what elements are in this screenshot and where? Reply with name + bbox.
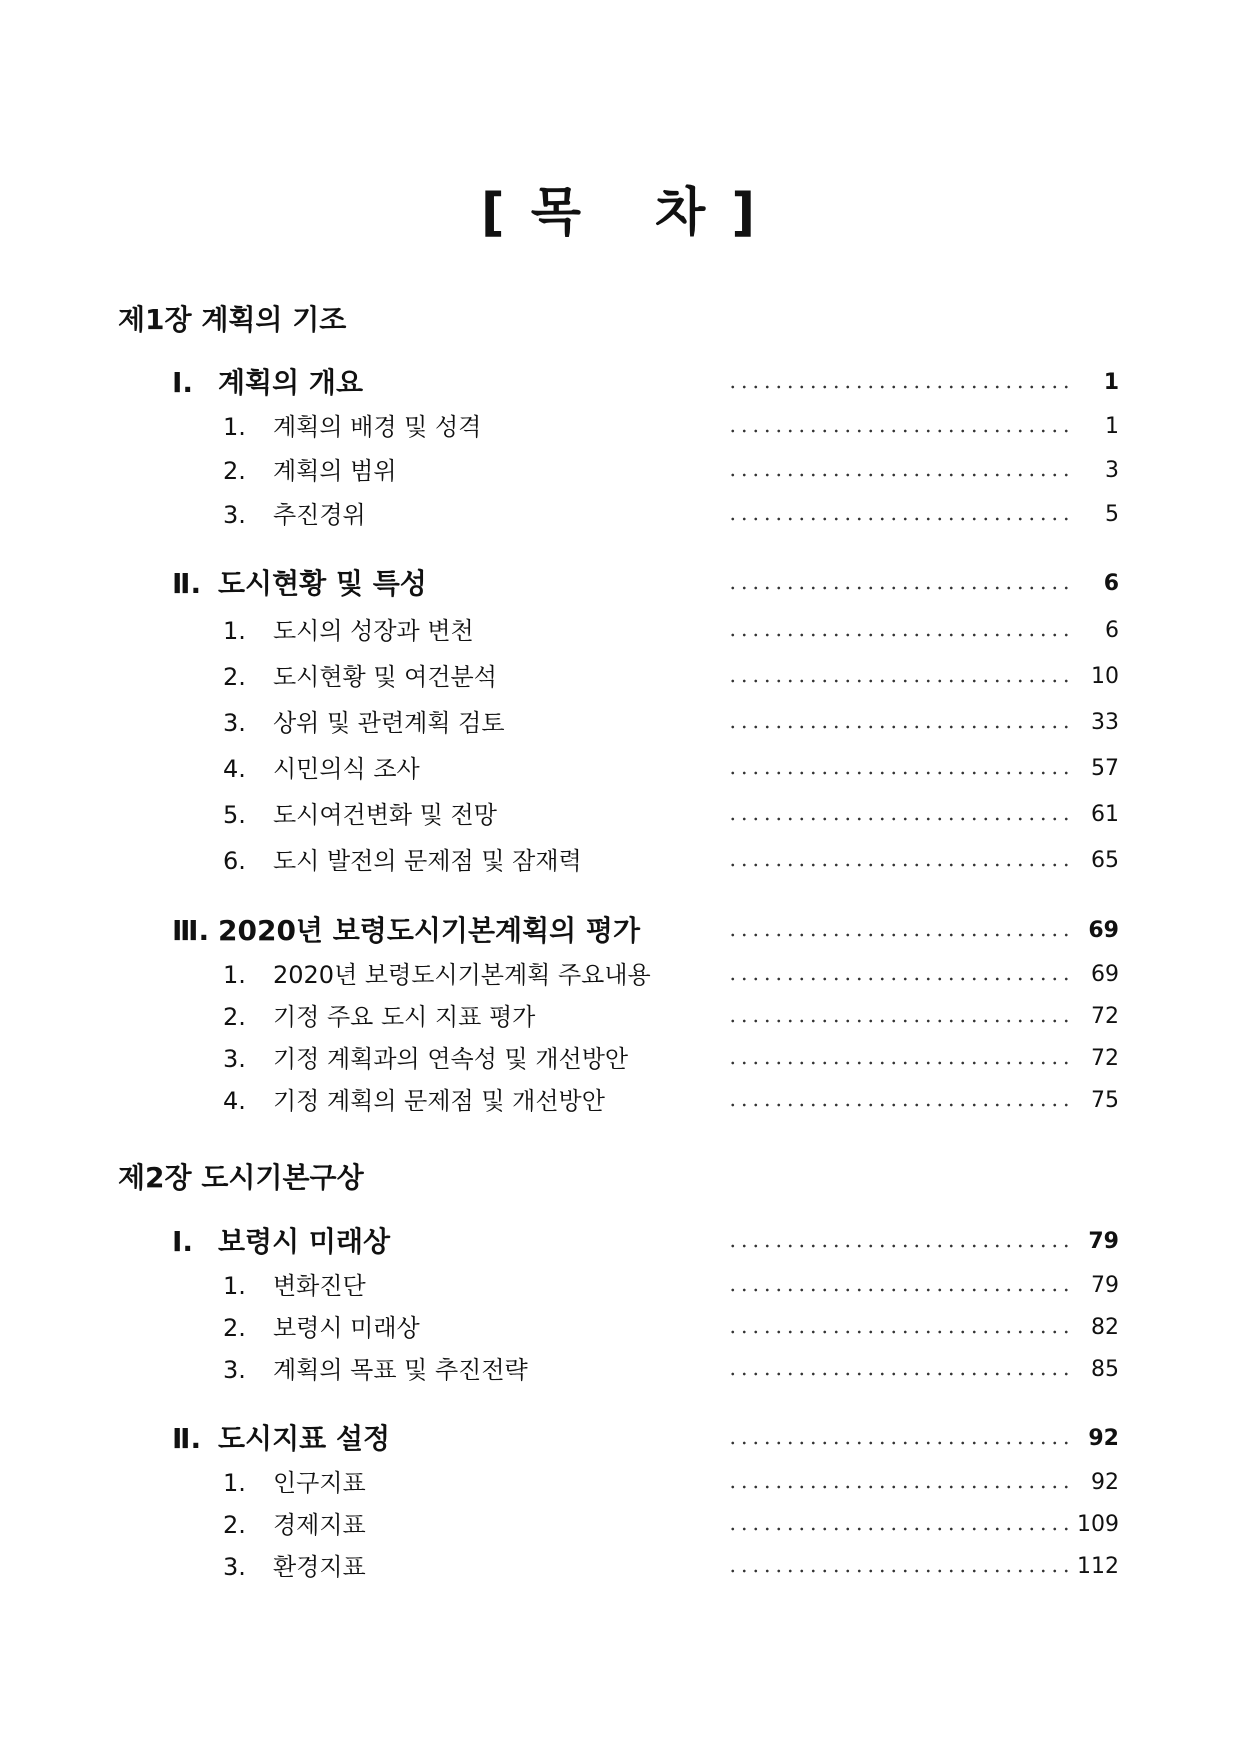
toc-item[interactable] bbox=[0, 1042, 1240, 1076]
dot-leader bbox=[727, 798, 1072, 832]
section-number: Ⅰ. bbox=[172, 1225, 194, 1258]
item-number: 3. bbox=[223, 501, 246, 529]
dot-leader bbox=[727, 1353, 1072, 1387]
toc-item[interactable] bbox=[0, 410, 1240, 444]
toc-item[interactable] bbox=[0, 1508, 1240, 1542]
page-number: 61 bbox=[1091, 802, 1119, 827]
dot-leader bbox=[727, 1508, 1072, 1542]
page-number: 79 bbox=[1091, 1273, 1119, 1298]
item-number: 2. bbox=[223, 1003, 246, 1031]
toc-item[interactable] bbox=[0, 1084, 1240, 1118]
item-number: 3. bbox=[223, 1553, 246, 1581]
chapter-2-heading: 제2장 도시기본구상 bbox=[118, 1161, 364, 1194]
page-number: 33 bbox=[1091, 710, 1119, 735]
item-title: 도시의 성장과 변천 bbox=[273, 617, 474, 645]
dot-leader bbox=[727, 914, 1072, 948]
page-number: 65 bbox=[1091, 848, 1119, 873]
item-title: 2020년 보령도시기본계획 주요내용 bbox=[273, 961, 651, 989]
section-title: 보령시 미래상 bbox=[218, 1225, 391, 1258]
item-title: 계획의 목표 및 추진전략 bbox=[273, 1356, 528, 1384]
item-number: 4. bbox=[223, 755, 246, 783]
dot-leader bbox=[727, 1550, 1072, 1584]
item-title: 시민의식 조사 bbox=[273, 755, 420, 783]
section-title: 계획의 개요 bbox=[218, 366, 363, 399]
dot-leader bbox=[727, 1269, 1072, 1303]
page-number: 85 bbox=[1091, 1357, 1119, 1382]
item-number: 1. bbox=[223, 961, 246, 989]
dot-leader bbox=[727, 1311, 1072, 1345]
toc-section-1-1[interactable] bbox=[0, 366, 1240, 400]
item-number: 2. bbox=[223, 457, 246, 485]
toc-item[interactable] bbox=[0, 958, 1240, 992]
page-number: 10 bbox=[1091, 664, 1119, 689]
section-title: 도시현황 및 특성 bbox=[218, 567, 427, 600]
dot-leader bbox=[727, 1000, 1072, 1034]
dot-leader bbox=[727, 567, 1072, 601]
item-title: 변화진단 bbox=[273, 1272, 366, 1300]
item-number: 2. bbox=[223, 1511, 246, 1539]
item-title: 기정 주요 도시 지표 평가 bbox=[273, 1003, 536, 1031]
item-number: 2. bbox=[223, 1314, 246, 1342]
toc-item[interactable] bbox=[0, 614, 1240, 648]
item-number: 1. bbox=[223, 413, 246, 441]
item-title: 경제지표 bbox=[273, 1511, 366, 1539]
item-title: 기정 계획의 문제점 및 개선방안 bbox=[273, 1087, 605, 1115]
toc-item[interactable] bbox=[0, 1550, 1240, 1584]
toc-item[interactable] bbox=[0, 498, 1240, 532]
title-left: [ 목 bbox=[480, 183, 585, 243]
toc-item[interactable] bbox=[0, 798, 1240, 832]
page-number: 75 bbox=[1091, 1088, 1119, 1113]
dot-leader bbox=[727, 844, 1072, 878]
toc-item[interactable] bbox=[0, 1269, 1240, 1303]
dot-leader bbox=[727, 752, 1072, 786]
item-title: 계획의 범위 bbox=[273, 457, 397, 485]
page-number: 92 bbox=[1091, 1470, 1119, 1495]
toc-item[interactable] bbox=[0, 1000, 1240, 1034]
toc-item[interactable] bbox=[0, 752, 1240, 786]
item-number: 5. bbox=[223, 801, 246, 829]
page-number: 109 bbox=[1077, 1512, 1119, 1537]
toc-section-2-1[interactable] bbox=[0, 1225, 1240, 1259]
toc-item[interactable] bbox=[0, 844, 1240, 878]
dot-leader bbox=[727, 706, 1072, 740]
page-number: 57 bbox=[1091, 756, 1119, 781]
dot-leader bbox=[727, 1466, 1072, 1500]
section-number: Ⅱ. bbox=[172, 1422, 202, 1455]
item-title: 도시여건변화 및 전망 bbox=[273, 801, 497, 829]
dot-leader bbox=[727, 498, 1072, 532]
item-title: 기정 계획과의 연속성 및 개선방안 bbox=[273, 1045, 629, 1073]
item-number: 1. bbox=[223, 617, 246, 645]
page-title bbox=[0, 170, 1240, 245]
section-number: Ⅱ. bbox=[172, 567, 202, 600]
page-number: 3 bbox=[1105, 458, 1119, 483]
dot-leader bbox=[727, 454, 1072, 488]
toc-item[interactable] bbox=[0, 706, 1240, 740]
dot-leader bbox=[727, 1042, 1072, 1076]
page-number: 82 bbox=[1091, 1315, 1119, 1340]
toc-item[interactable] bbox=[0, 1311, 1240, 1345]
toc-item[interactable] bbox=[0, 1466, 1240, 1500]
page-number: 6 bbox=[1105, 618, 1119, 643]
section-title: 2020년 보령도시기본계획의 평가 bbox=[218, 914, 641, 947]
page-number: 6 bbox=[1103, 571, 1119, 596]
page-number: 112 bbox=[1077, 1554, 1119, 1579]
toc-section-1-2[interactable] bbox=[0, 567, 1240, 601]
toc-item[interactable] bbox=[0, 660, 1240, 694]
chapter-1-heading: 제1장 계획의 기조 bbox=[118, 303, 347, 336]
item-title: 인구지표 bbox=[273, 1469, 366, 1497]
page-number: 1 bbox=[1103, 370, 1119, 395]
page-number: 72 bbox=[1091, 1004, 1119, 1029]
item-number: 3. bbox=[223, 709, 246, 737]
title-right: 차 ] bbox=[655, 183, 760, 243]
dot-leader bbox=[727, 614, 1072, 648]
dot-leader bbox=[727, 1225, 1072, 1259]
item-number: 3. bbox=[223, 1045, 246, 1073]
item-number: 1. bbox=[223, 1272, 246, 1300]
toc-item[interactable] bbox=[0, 1353, 1240, 1387]
page-number: 69 bbox=[1088, 918, 1119, 943]
item-title: 환경지표 bbox=[273, 1553, 366, 1581]
dot-leader bbox=[727, 410, 1072, 444]
item-title: 보령시 미래상 bbox=[273, 1314, 420, 1342]
dot-leader bbox=[727, 366, 1072, 400]
page-number: 5 bbox=[1105, 502, 1119, 527]
item-title: 도시현황 및 여건분석 bbox=[273, 663, 497, 691]
page-number: 1 bbox=[1105, 414, 1119, 439]
dot-leader bbox=[727, 958, 1072, 992]
page-number: 69 bbox=[1091, 962, 1119, 987]
section-number: Ⅲ. bbox=[172, 914, 210, 947]
dot-leader bbox=[727, 1084, 1072, 1118]
toc-section-2-2[interactable] bbox=[0, 1422, 1240, 1456]
page-number: 72 bbox=[1091, 1046, 1119, 1071]
dot-leader bbox=[727, 660, 1072, 694]
section-title: 도시지표 설정 bbox=[218, 1422, 391, 1455]
toc-section-1-3[interactable] bbox=[0, 914, 1240, 948]
item-title: 추진경위 bbox=[273, 501, 366, 529]
item-title: 도시 발전의 문제점 및 잠재력 bbox=[273, 847, 582, 875]
item-number: 1. bbox=[223, 1469, 246, 1497]
item-title: 상위 및 관련계획 검토 bbox=[273, 709, 505, 737]
item-number: 3. bbox=[223, 1356, 246, 1384]
item-title: 계획의 배경 및 성격 bbox=[273, 413, 482, 441]
dot-leader bbox=[727, 1422, 1072, 1456]
toc-item[interactable] bbox=[0, 454, 1240, 488]
section-number: Ⅰ. bbox=[172, 366, 194, 399]
item-number: 6. bbox=[223, 847, 246, 875]
item-number: 4. bbox=[223, 1087, 246, 1115]
item-number: 2. bbox=[223, 663, 246, 691]
page-number: 79 bbox=[1088, 1229, 1119, 1254]
page-number: 92 bbox=[1088, 1426, 1119, 1451]
